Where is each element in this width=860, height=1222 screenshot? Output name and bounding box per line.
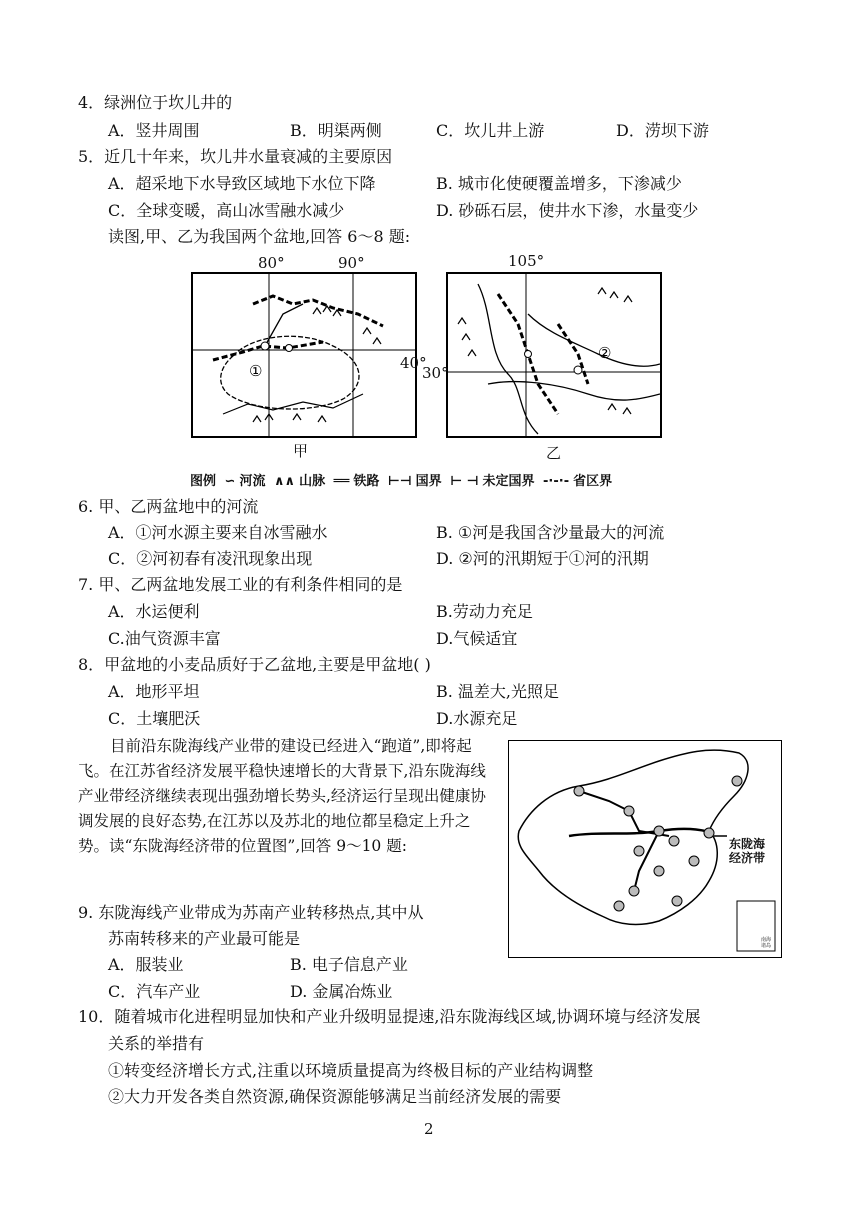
map-jia-drawing bbox=[193, 274, 415, 436]
intro-9-10: 目前沿东陇海线产业带的建设已经进入“跑道”,即将起飞。在江苏省经济发展平稳快速增长的大背景下,沿东陇海线产业带经济继续表现出强劲增长势头,经济运行呈现出健康协调发展的良好态势,在江苏以及苏北的地位都呈稳定上升之势。读“东陇海经济带的位置图”,回答 9～10 题: bbox=[78, 737, 486, 855]
legend-undetermined-icon: ⊢ ⊣ bbox=[450, 474, 479, 489]
east-longhai-map bbox=[508, 740, 782, 958]
q10-stem-line2: 关系的举措有 bbox=[108, 1034, 205, 1053]
q4-option-c: C．坎儿井上游 bbox=[436, 121, 545, 140]
legend-mountain: 山脉 bbox=[299, 474, 326, 489]
q6-option-a: A．①河水源主要来自冰雪融水 bbox=[108, 523, 328, 542]
q5-option-b: B. 城市化使硬覆盖增多，下渗减少 bbox=[436, 174, 682, 193]
q8-option-d: D.水源充足 bbox=[436, 709, 518, 728]
q7-option-d: D.气候适宜 bbox=[436, 629, 518, 648]
q7-option-a: A．水运便利 bbox=[108, 602, 200, 621]
q10-stem-line1: 10．随着城市化进程明显加快和产业升级明显提速,沿东陇海线区域,协调环境与经济发展 bbox=[78, 1007, 701, 1026]
q10-item-1: ①转变经济增长方式,注重以环境质量提高为终极目标的产业结构调整 bbox=[108, 1061, 594, 1080]
map-jia-lon-90: 90° bbox=[338, 254, 365, 272]
legend-title: 图例 bbox=[190, 474, 217, 489]
east-longhai-label bbox=[729, 837, 765, 865]
q8-option-b: B. 温差大,光照足 bbox=[436, 682, 560, 701]
q4-option-b: B．明渠两侧 bbox=[290, 121, 382, 140]
legend-province-border: 省区界 bbox=[573, 474, 613, 489]
intro-6-8: 读图,甲、乙为我国两个盆地,回答 6～8 题: bbox=[108, 227, 411, 246]
q9-option-d: D. 金属冶炼业 bbox=[290, 982, 393, 1001]
east-longhai-label-line1: 东陇海 bbox=[729, 837, 766, 851]
legend-railway-icon: ══ bbox=[333, 474, 350, 489]
basin-maps-figure bbox=[188, 250, 678, 490]
q7-option-b: B.劳动力充足 bbox=[436, 602, 533, 621]
legend-province-icon: -·-·- bbox=[543, 474, 570, 489]
q7-option-c: C.油气资源丰富 bbox=[108, 629, 221, 648]
q5-option-c: C．全球变暖，高山冰雪融水减少 bbox=[108, 201, 345, 220]
q8-option-c: C．土壤肥沃 bbox=[108, 709, 201, 728]
q7-stem: 7. 甲、乙两盆地发展工业的有利条件相同的是 bbox=[78, 575, 403, 594]
south-china-sea-inset-label: 南海 诸岛 bbox=[761, 937, 772, 949]
map-jia-river-mark-text: ① bbox=[249, 362, 263, 380]
legend-river: 河流 bbox=[239, 474, 266, 489]
map-jia-lon-80: 80° bbox=[258, 254, 285, 272]
q9-stem-line1: 9. 东陇海线产业带成为苏南产业转移热点,其中从 bbox=[78, 903, 424, 922]
q5-option-a: A．超采地下水导致区域地下水位下降 bbox=[108, 174, 376, 193]
legend-undetermined-border: 未定国界 bbox=[482, 474, 535, 489]
q8-option-a: A．地形平坦 bbox=[108, 682, 200, 701]
q9-option-a: A．服装业 bbox=[108, 955, 184, 974]
legend-railway: 铁路 bbox=[353, 474, 380, 489]
map-yi bbox=[446, 272, 662, 438]
map-yi-caption: 乙 bbox=[546, 444, 562, 462]
q9-stem-line2: 苏南转移来的产业最可能是 bbox=[108, 929, 301, 948]
map-legend bbox=[190, 470, 616, 489]
q6-option-c: C．②河初春有凌汛现象出现 bbox=[108, 549, 313, 568]
page-number: 2 bbox=[424, 1120, 434, 1138]
map-jia-lat-40: 40° bbox=[400, 354, 427, 372]
map-yi-lon-105: 105° bbox=[508, 252, 545, 270]
q6-option-d: D. ②河的汛期短于①河的汛期 bbox=[436, 549, 649, 568]
east-longhai-label-line2: 经济带 bbox=[729, 851, 766, 865]
q5-stem: 5．近几十年来，坎儿井水量衰减的主要原因 bbox=[78, 147, 393, 166]
q8-stem: 8．甲盆地的小麦品质好于乙盆地,主要是甲盆地( ) bbox=[78, 655, 431, 674]
legend-border-icon: ⊢⊣ bbox=[387, 474, 412, 489]
map-jia bbox=[191, 272, 417, 438]
map-jia-caption: 甲 bbox=[293, 442, 309, 460]
q6-stem: 6. 甲、乙两盆地中的河流 bbox=[78, 497, 259, 516]
q10-item-2: ②大力开发各类自然资源,确保资源能够满足当前经济发展的需要 bbox=[108, 1087, 562, 1106]
map-yi-drawing bbox=[448, 274, 660, 436]
q4-option-d: D．涝坝下游 bbox=[616, 121, 709, 140]
q9-option-c: C．汽车产业 bbox=[108, 982, 201, 1001]
q6-option-b: B. ①河是我国含沙量最大的河流 bbox=[436, 523, 665, 542]
legend-river-icon: ∽ bbox=[224, 474, 236, 489]
q9-option-b: B. 电子信息产业 bbox=[290, 955, 408, 974]
map-yi-lat-30: 30° bbox=[422, 364, 449, 382]
map-yi-river-mark-text: ② bbox=[598, 344, 612, 362]
legend-mountain-icon: ∧∧ bbox=[274, 474, 296, 489]
q5-option-d: D. 砂砾石层，使井水下渗，水量变少 bbox=[436, 201, 699, 220]
legend-border: 国界 bbox=[415, 474, 442, 489]
q4-stem: 4．绿洲位于坎儿井的 bbox=[78, 93, 233, 112]
q4-option-a: A．竖井周围 bbox=[108, 121, 200, 140]
